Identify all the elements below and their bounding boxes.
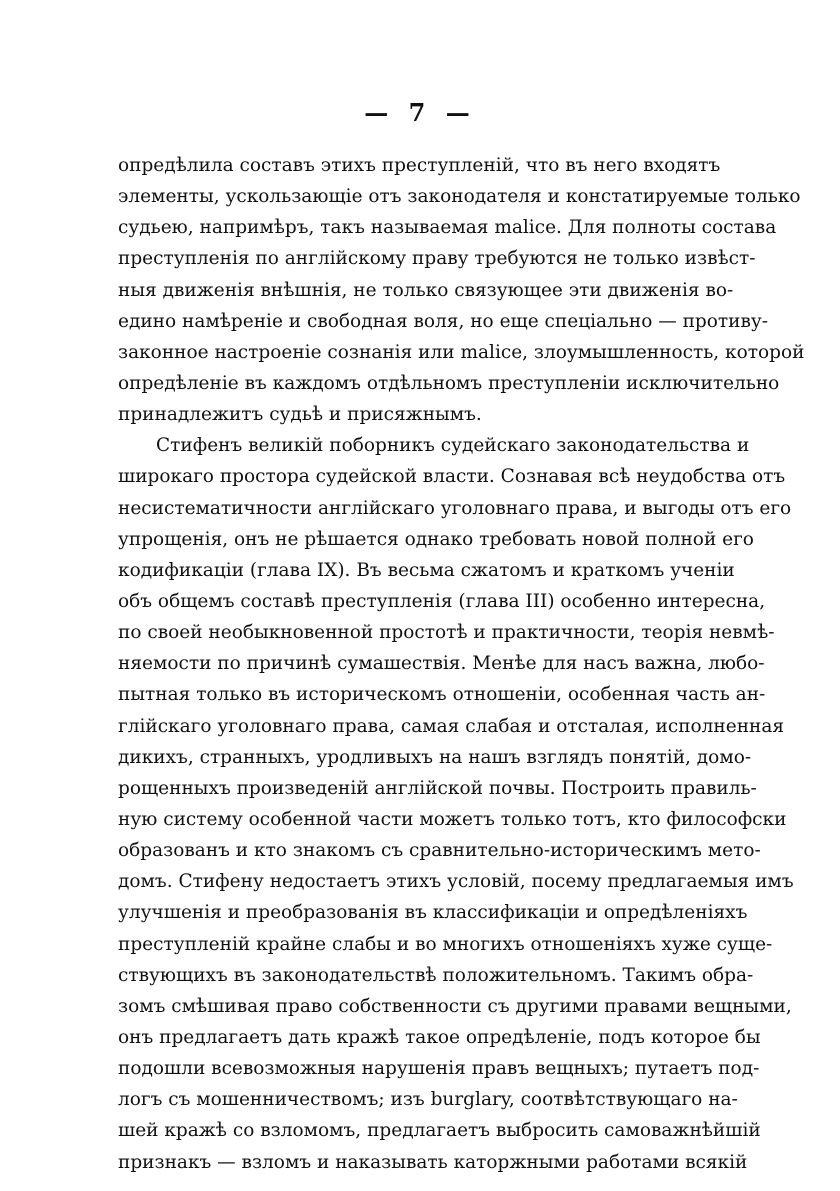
- text-line: упрощенія, онъ не рѣшается однако требовать новой полной его: [118, 528, 754, 550]
- text-line: судьею, напримѣръ, такъ называемая malice. Для полноты состава: [118, 217, 777, 239]
- text-line: опредѣлила составъ этихъ преступленій, что въ него входятъ: [118, 155, 721, 176]
- text-line: преступленія по англійскому праву требуются не только извѣст-: [118, 248, 756, 270]
- text-line: подошли всевозможныя нарушенія правъ вещныхъ; путаетъ под-: [118, 1058, 760, 1080]
- text-line: объ общемъ составѣ преступленія (глава III) особенно интересна,: [118, 590, 766, 612]
- text-line: шей кражѣ со взломомъ, предлагаетъ выбросить самоважнѣйшій: [118, 1120, 761, 1142]
- text-line: ствующихъ въ законодательствѣ положительномъ. Такимъ обра-: [118, 964, 754, 986]
- page-number: — 7 —: [364, 98, 476, 127]
- text-line: домъ. Стифену недостаетъ этихъ условій, посему предлагаемыя имъ: [118, 871, 794, 893]
- text-line: широкаго простора судейской власти. Сознавая всѣ неудобства отъ: [118, 466, 786, 488]
- text-line: законное настроеніе сознанія или malice, злоумышленность, которой: [118, 341, 805, 363]
- text-line: образованъ и кто знакомъ съ сравнительно-историческимъ мето-: [118, 840, 761, 862]
- text-line: по своей необыкновенной простотѣ и практичности, теорія невмѣ-: [118, 622, 775, 644]
- text-line: кодификаціи (глава IX). Въ весьма сжатомъ и краткомъ ученіи: [118, 559, 735, 581]
- text-line: принадлежитъ судьѣ и присяжнымъ.: [118, 404, 482, 426]
- text-line: логъ съ мошенничествомъ; изъ burglary, соотвѣтствующаго на-: [118, 1089, 738, 1111]
- text-line: няемости по причинѣ сумашествія. Менѣе для насъ важна, любо-: [118, 653, 765, 675]
- text-line: опредѣленіе въ каждомъ отдѣльномъ преступленіи исключительно: [118, 372, 780, 394]
- text-line: несистематичности англійскаго уголовнаго права, и выгоды отъ его: [118, 497, 792, 519]
- text-line: глійскаго уголовнаго права, самая слабая и отсталая, исполненная: [118, 715, 785, 737]
- text-line: преступленій крайне слабы и во многихъ отношеніяхъ хуже суще-: [118, 933, 773, 955]
- text-line: зомъ смѣшивая право собственности съ другими правами вещными,: [118, 995, 792, 1017]
- text-line: признакъ — взломъ и наказывать каторжными работами всякій: [118, 1151, 748, 1173]
- text-line: Стифенъ великій поборникъ судейскаго законодательства и: [156, 435, 750, 457]
- text-line: едино намѣреніе и свободная воля, но еще спеціально — противу-: [118, 310, 769, 332]
- text-line: ную систему особенной части можетъ только тотъ, кто философски: [118, 808, 787, 830]
- text-line: дикихъ, странныхъ, уродливыхъ на нашъ взглядъ понятій, домо-: [118, 746, 752, 768]
- text-line: рощенныхъ произведеній англійской почвы. Построить правиль-: [118, 777, 757, 799]
- text-line: элементы, ускользающіе отъ законодателя и констатируемые только: [118, 186, 801, 208]
- text-line: пытная только въ историческомъ отношеніи, особенная часть ан-: [118, 684, 766, 706]
- text-line: улучшенія и преобразованія въ классификаціи и опредѣленіяхъ: [118, 902, 748, 924]
- body-text: [118, 150, 805, 1178]
- text-line: ныя движенія внѣшнія, не только связующее эти движенія во-: [118, 279, 734, 301]
- text-line: онъ предлагаетъ дать кражѣ такое опредѣленіе, подъ которое бы: [118, 1026, 761, 1048]
